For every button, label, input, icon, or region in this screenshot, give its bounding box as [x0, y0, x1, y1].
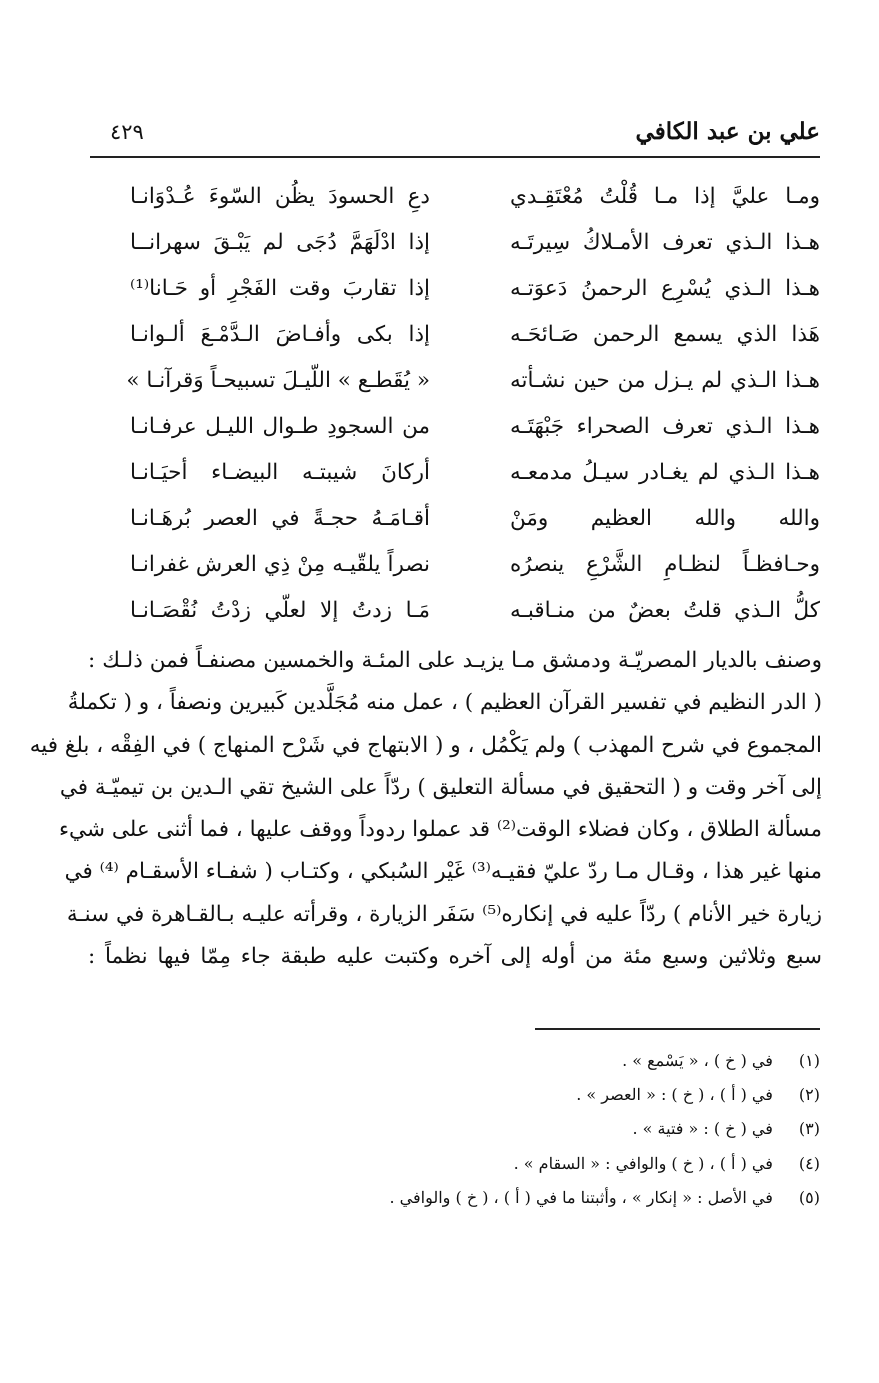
footnote-text: في ( خ ) ، « يَسْمع » .: [622, 1051, 773, 1070]
verse-second-hemistich: « يُقَطـع » اللّيـلَ تسبيحـاً وَقرآنـا »: [126, 368, 430, 393]
verse-first-hemistich: والله والله العظيم ومَنْ: [510, 506, 820, 531]
footnote-number: (١): [798, 1051, 820, 1070]
verse-first-hemistich: هـذا الـذي لم يـزل من حين نشـأته: [510, 368, 820, 393]
poem-verse: [90, 496, 820, 542]
footnote-text: في ( أ ) ، ( خ ) : « العصر » .: [576, 1085, 773, 1105]
poem-verse: [90, 358, 820, 404]
verse-first-hemistich: ومـا عليَّ إذا مـا قُلْتُ مُعْتَقِـدي: [510, 184, 820, 209]
footnote-divider: [535, 1028, 820, 1030]
poem-verse: [90, 174, 820, 220]
verse-second-hemistich: إذا تقاربَ وقت الفَجْرِ أو حَـانا⁽¹⁾: [130, 276, 430, 301]
verse-first-hemistich: هَذا الذي يسمع الرحمن صَـائحَـه: [510, 322, 820, 347]
verse-second-hemistich: من السجودِ طـوال الليـل عرفـانـا: [130, 414, 430, 439]
paragraph-line: سبع وثلاثين وسبع مئة من أوله إلى آخره وكتبت عليه طبقة جاء مِمّا فيها نظماً :: [88, 944, 822, 970]
verse-second-hemistich: إذا بكى وأفـاضَ الـدَّمْـعَ ألـوانـا: [130, 322, 430, 347]
page-number: ٤٢٩: [110, 120, 144, 144]
footnote-text: في ( خ ) : « فتية » .: [632, 1119, 773, 1139]
paragraph-line: منها غير هذا ، وقـال مـا ردّ عليّ فقيـه⁽³⁾ غَيْر السُبكي ، وكتـاب ( شفـاء الأسقـام ⁽⁴⁾ في: [64, 859, 822, 885]
footnote-text: في الأصل : « إنكار » ، وأثبتنا ما في ( أ ) ، ( خ ) والوافي .: [389, 1187, 773, 1207]
footnote: [90, 1112, 820, 1146]
verse-second-hemistich: نصراً يلقّيـه مِنْ ذِي العرش غفرانـا: [130, 552, 430, 577]
poem-verse: [90, 312, 820, 358]
verse-second-hemistich: إذا ادْلَهَمَّ دُجَى لم يَبْـقَ سهرانــا: [130, 230, 430, 255]
verse-first-hemistich: وحـافظـاً لنظـامِ الشَّرْعِ ينصرُه: [510, 552, 820, 577]
footnote: [90, 1078, 820, 1112]
verse-second-hemistich: مَـا زدتُ إلا لعلّي زدْتُ نُقْصَـانـا: [130, 598, 430, 623]
page-header: [90, 112, 820, 158]
footnote-number: (٣): [798, 1119, 820, 1139]
poem: [90, 174, 820, 634]
body-paragraph: [29, 640, 822, 978]
poem-verse: [90, 542, 820, 588]
paragraph-line: مسألة الطلاق ، وكان فضلاء الوقت⁽²⁾ قد عملوا ردوداً ووقف عليها ، فما أثنى على شيء: [58, 817, 822, 843]
verse-first-hemistich: هـذا الـذي تعرف الصحراء جَبْهَتَـه: [510, 414, 820, 439]
verse-second-hemistich: أركانَ شيبتـه البيضـاء أحيَـانـا: [130, 460, 430, 485]
poem-verse: [90, 588, 820, 634]
footnote-number: (٢): [798, 1085, 820, 1105]
verse-first-hemistich: هـذا الـذي تعرف الأمـلاكُ سِيرتَـه: [510, 230, 820, 255]
verse-second-hemistich: دعِ الحسودَ يظُن السّوءَ عُـدْوَانـا: [130, 184, 430, 209]
paragraph-line: ( الدر النظيم في تفسير القرآن العظيم ) ، عمل منه مُجَلَّدين كَبيرين ونصفاً ، و ( تكملةُ: [67, 690, 822, 716]
footnote-number: (٥): [798, 1187, 820, 1207]
poem-verse: [90, 404, 820, 450]
verse-first-hemistich: كلُّ الـذي قلتُ بعضٌ من منـاقبـه: [510, 598, 820, 623]
poem-verse: [90, 266, 820, 312]
footnote: [90, 1044, 820, 1078]
running-title: علي بن عبد الكافي: [635, 118, 820, 145]
verse-first-hemistich: هـذا الـذي لم يغـادر سيـلُ مدمعـه: [510, 460, 820, 485]
footnote-text: في ( أ ) ، ( خ ) والوافي : « السقام » .: [513, 1153, 773, 1173]
paragraph-line: زيارة خير الأنام ) ردّاً عليه في إنكاره⁽⁵⁾ سَفَر الزيارة ، وقرأته عليـه بـالقـاهرة في سنـة: [66, 901, 822, 927]
footnote: [90, 1181, 820, 1215]
footnote-number: (٤): [798, 1153, 820, 1173]
paragraph-line: المجموع في شرح المهذب ) ولم يَكْمُل ، و ( الابتهاج في شَرْح المنهاج ) في الفِقْه ، بلغ فيه: [29, 732, 822, 758]
footnotes: [90, 1044, 820, 1215]
poem-verse: [90, 450, 820, 496]
paragraph-line: إلى آخر وقت و ( التحقيق في مسألة التعليق ) ردّاً على الشيخ تقي الـدين بن تيميّـة في: [59, 774, 822, 800]
paragraph-line: وصنف بالديار المصريّـة ودمشق مـا يزيـد على المئـة والخمسين مصنفـاً فمن ذلـك :: [88, 648, 822, 673]
verse-second-hemistich: أقـامَـهُ حجـةً في العصر بُرهَـانـا: [130, 506, 430, 531]
poem-verse: [90, 220, 820, 266]
verse-first-hemistich: هـذا الـذي يُسْرِع الرحمنُ دَعوَتـه: [510, 276, 820, 301]
footnote: [90, 1147, 820, 1181]
